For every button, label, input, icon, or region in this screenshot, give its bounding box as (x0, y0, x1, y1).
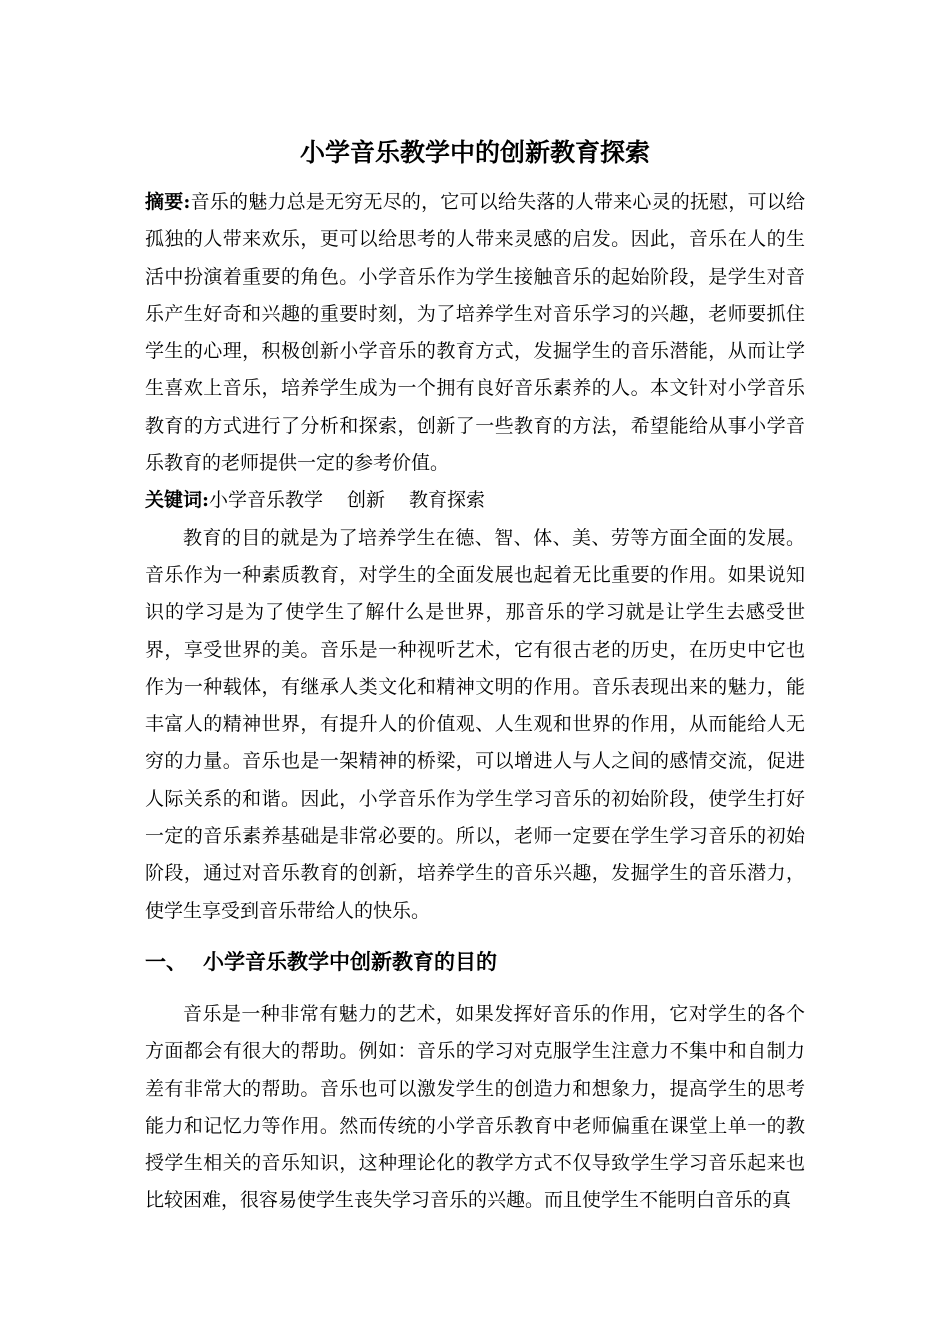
section-number: 一、 (145, 948, 187, 974)
document-page (145, 130, 805, 1220)
document-title: 小学音乐教学中的创新教育探索 (299, 138, 650, 167)
keyword-item: 小学音乐教学 (209, 489, 324, 512)
keyword-item: 创新 (347, 489, 386, 512)
intro-paragraph: 教育的目的就是为了培养学生在德、智、体、美、劳等方面全面的发展。音乐作为一种素质教育，对学生的全面发展也起着无比重要的作用。如果说知识的学习是为了使学生了解什么是世界，那音乐的学习就是让学生去感受世界，享受世界的美。音乐是一种视听艺术，它有很古老的历史，在历史中它也作为一种载体，有继承人类文化和精神文明的作用。音乐表现出来的魅力，能丰富人的精神世界，有提升人的价值观、人生观和世界的作用，从而能给人无穷的力量。音乐也是一架精神的桥梁，可以增进人与人之间的感情交流，促进人际关系的和谐。因此，小学音乐作为学生学习音乐的初始阶段，使学生打好一定的音乐素养基础是非常必要的。所以，老师一定要在学生学习音乐的初始阶段，通过对音乐教育的创新，培养学生的音乐兴趣，发掘学生的音乐潜力，使学生享受到音乐带给人的快乐。 (145, 526, 805, 922)
keywords-line (145, 482, 805, 519)
abstract-paragraph (145, 184, 805, 482)
section-heading-text: 小学音乐教学中创新教育的目的 (203, 948, 497, 974)
keywords-label: 关键词: (145, 489, 210, 512)
abstract-text: 音乐的魅力总是无穷无尽的，它可以给失落的人带来心灵的抚慰，可以给孤独的人带来欢乐，更可以给思考的人带来灵感的启发。因此，音乐在人的生活中扮演着重要的角色。小学音乐作为学生接触音乐的起始阶段，是学生对音乐产生好奇和兴趣的重要时刻，为了培养学生对音乐学习的兴趣，老师要抓住学生的心理，积极创新小学音乐的教育方式，发掘学生的音乐潜能，从而让学生喜欢上音乐，培养学生成为一个拥有良好音乐素养的人。本文针对小学音乐教育的方式进行了分析和探索，创新了一些教育的方法，希望能给从事小学音乐教育的老师提供一定的参考价值。 (145, 191, 805, 475)
abstract-label: 摘要: (145, 191, 191, 213)
keyword-item: 教育探索 (409, 489, 486, 512)
section-paragraph: 音乐是一种非常有魅力的艺术，如果发挥好音乐的作用，它对学生的各个方面都会有很大的帮助。例如：音乐的学习对克服学生注意力不集中和自制力差有非常大的帮助。音乐也可以激发学生的创造力和想象力，提高学生的思考能力和记忆力等作用。然而传统的小学音乐教育中老师偏重在课堂上单一的教授学生相关的音乐知识，这种理论化的教学方式不仅导致学生学习音乐起来也比较困难，很容易使学生丧失学习音乐的兴趣。而且使学生不能明白音乐的真 (145, 1002, 805, 1212)
section-heading (145, 942, 805, 982)
